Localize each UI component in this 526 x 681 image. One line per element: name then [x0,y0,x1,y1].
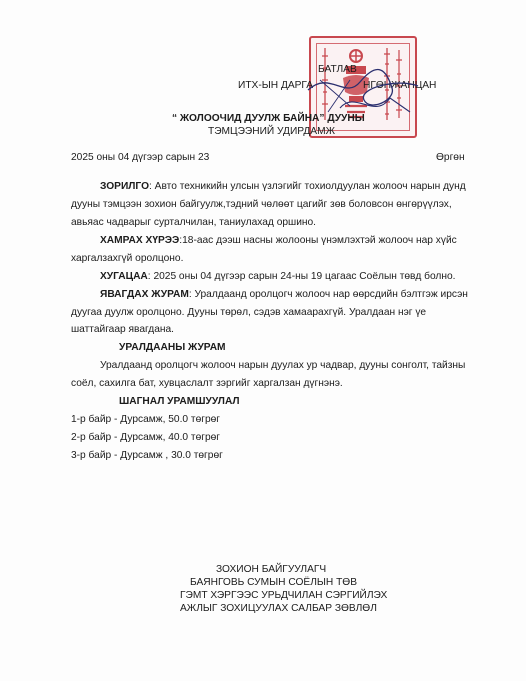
document-subtitle: ТЭМЦЭЭНИЙ УДИРДАМЖ [208,126,335,137]
document-date: 2025 оны 04 дүгээр сарын 23 [71,152,210,163]
procedure-line-2: дуугаа дуулж оролцоно. Дууны төрөл, сэдэв хамаарахгүй. Уралдаан нэг үе [71,307,427,318]
scope-line-2: харгалзахгүй оролцоно. [71,253,184,264]
document-place: Өргөн [436,152,465,163]
prize-item-1: 1-р байр - Дурсамж, 50.0 төгрөг [71,414,220,425]
prize-heading: ШАГНАЛ УРАМШУУЛАЛ [119,396,240,407]
rules-heading: УРАЛДААНЫ ЖУРАМ [119,342,226,353]
rules-line-1: Уралдаанд оролцогч жолооч нарын дуулах ур чадвар, дууны сонголт, тайзны [100,360,466,371]
procedure-line-1: ЯВАГДАХ ЖУРАМ: Уралдаанд оролцогч жолооч нар өөрсдийн бэлтгэж ирсэн [100,289,468,300]
goal-line-2: дууны тэмцээн зохион байгуулж,тэдний чөлөөт цагийг зөв боловсон өнгөрүүлэх, [71,199,452,210]
director-title: ИТХ-ЫН ДАРГА [238,80,314,91]
document-title: “ ЖОЛООЧИД ДУУЛЖ БАЙНА” ДУУНЫ [172,113,365,124]
scope-line-1: ХАМРАХ ХҮРЭЭ:18-аас дээш насны жолооны үнэмлэхтэй жолооч нар хүйс [100,235,457,246]
prize-item-2: 2-р байр - Дурсамж, 40.0 төгрөг [71,432,220,443]
prize-item-3: 3-р байр - Дурсамж , 30.0 төгрөг [71,450,223,461]
rules-line-2: соёл, сахилга бат, хувцаслалт зэргийг харгалзан дүгнэнэ. [71,378,343,389]
procedure-label: ЯВАГДАХ ЖУРАМ [100,289,189,300]
organizer-line-2: БАЯНГОВЬ СУМЫН СОЁЛЫН ТӨВ [190,577,358,588]
goal-line-1: ЗОРИЛГО: Авто техникийн улсын үзлэгийг тохиолдуулан жолооч нарын дунд [100,181,466,192]
director-name: НГӨНЖАНЦАН [363,80,437,91]
procedure-line-3: шаттайгаар явагдана. [71,324,174,335]
organizer-label: ЗОХИОН БАЙГУУЛАГЧ [216,564,327,575]
goal-label: ЗОРИЛГО [100,181,150,192]
organizer-line-4: АЖЛЫГ ЗОХИЦУУЛАХ САЛБАР ЗӨВЛӨЛ [180,603,377,614]
time-line: ХУГАЦАА: 2025 оны 04 дүгээр сарын 24-ны 19 цагаас Соёлын төвд болно. [100,271,456,282]
scope-label: ХАМРАХ ХҮРЭЭ [100,235,180,246]
time-label: ХУГАЦАА [100,271,148,282]
approve-label: БАТЛАВ [318,64,357,75]
organizer-line-3: ГЭМТ ХЭРГЭЭС УРЬДЧИЛАН СЭРГИЙЛЭХ [180,590,388,601]
goal-line-3: авьяас чадварыг сурталчилан, таниулахад оршино. [71,217,317,228]
